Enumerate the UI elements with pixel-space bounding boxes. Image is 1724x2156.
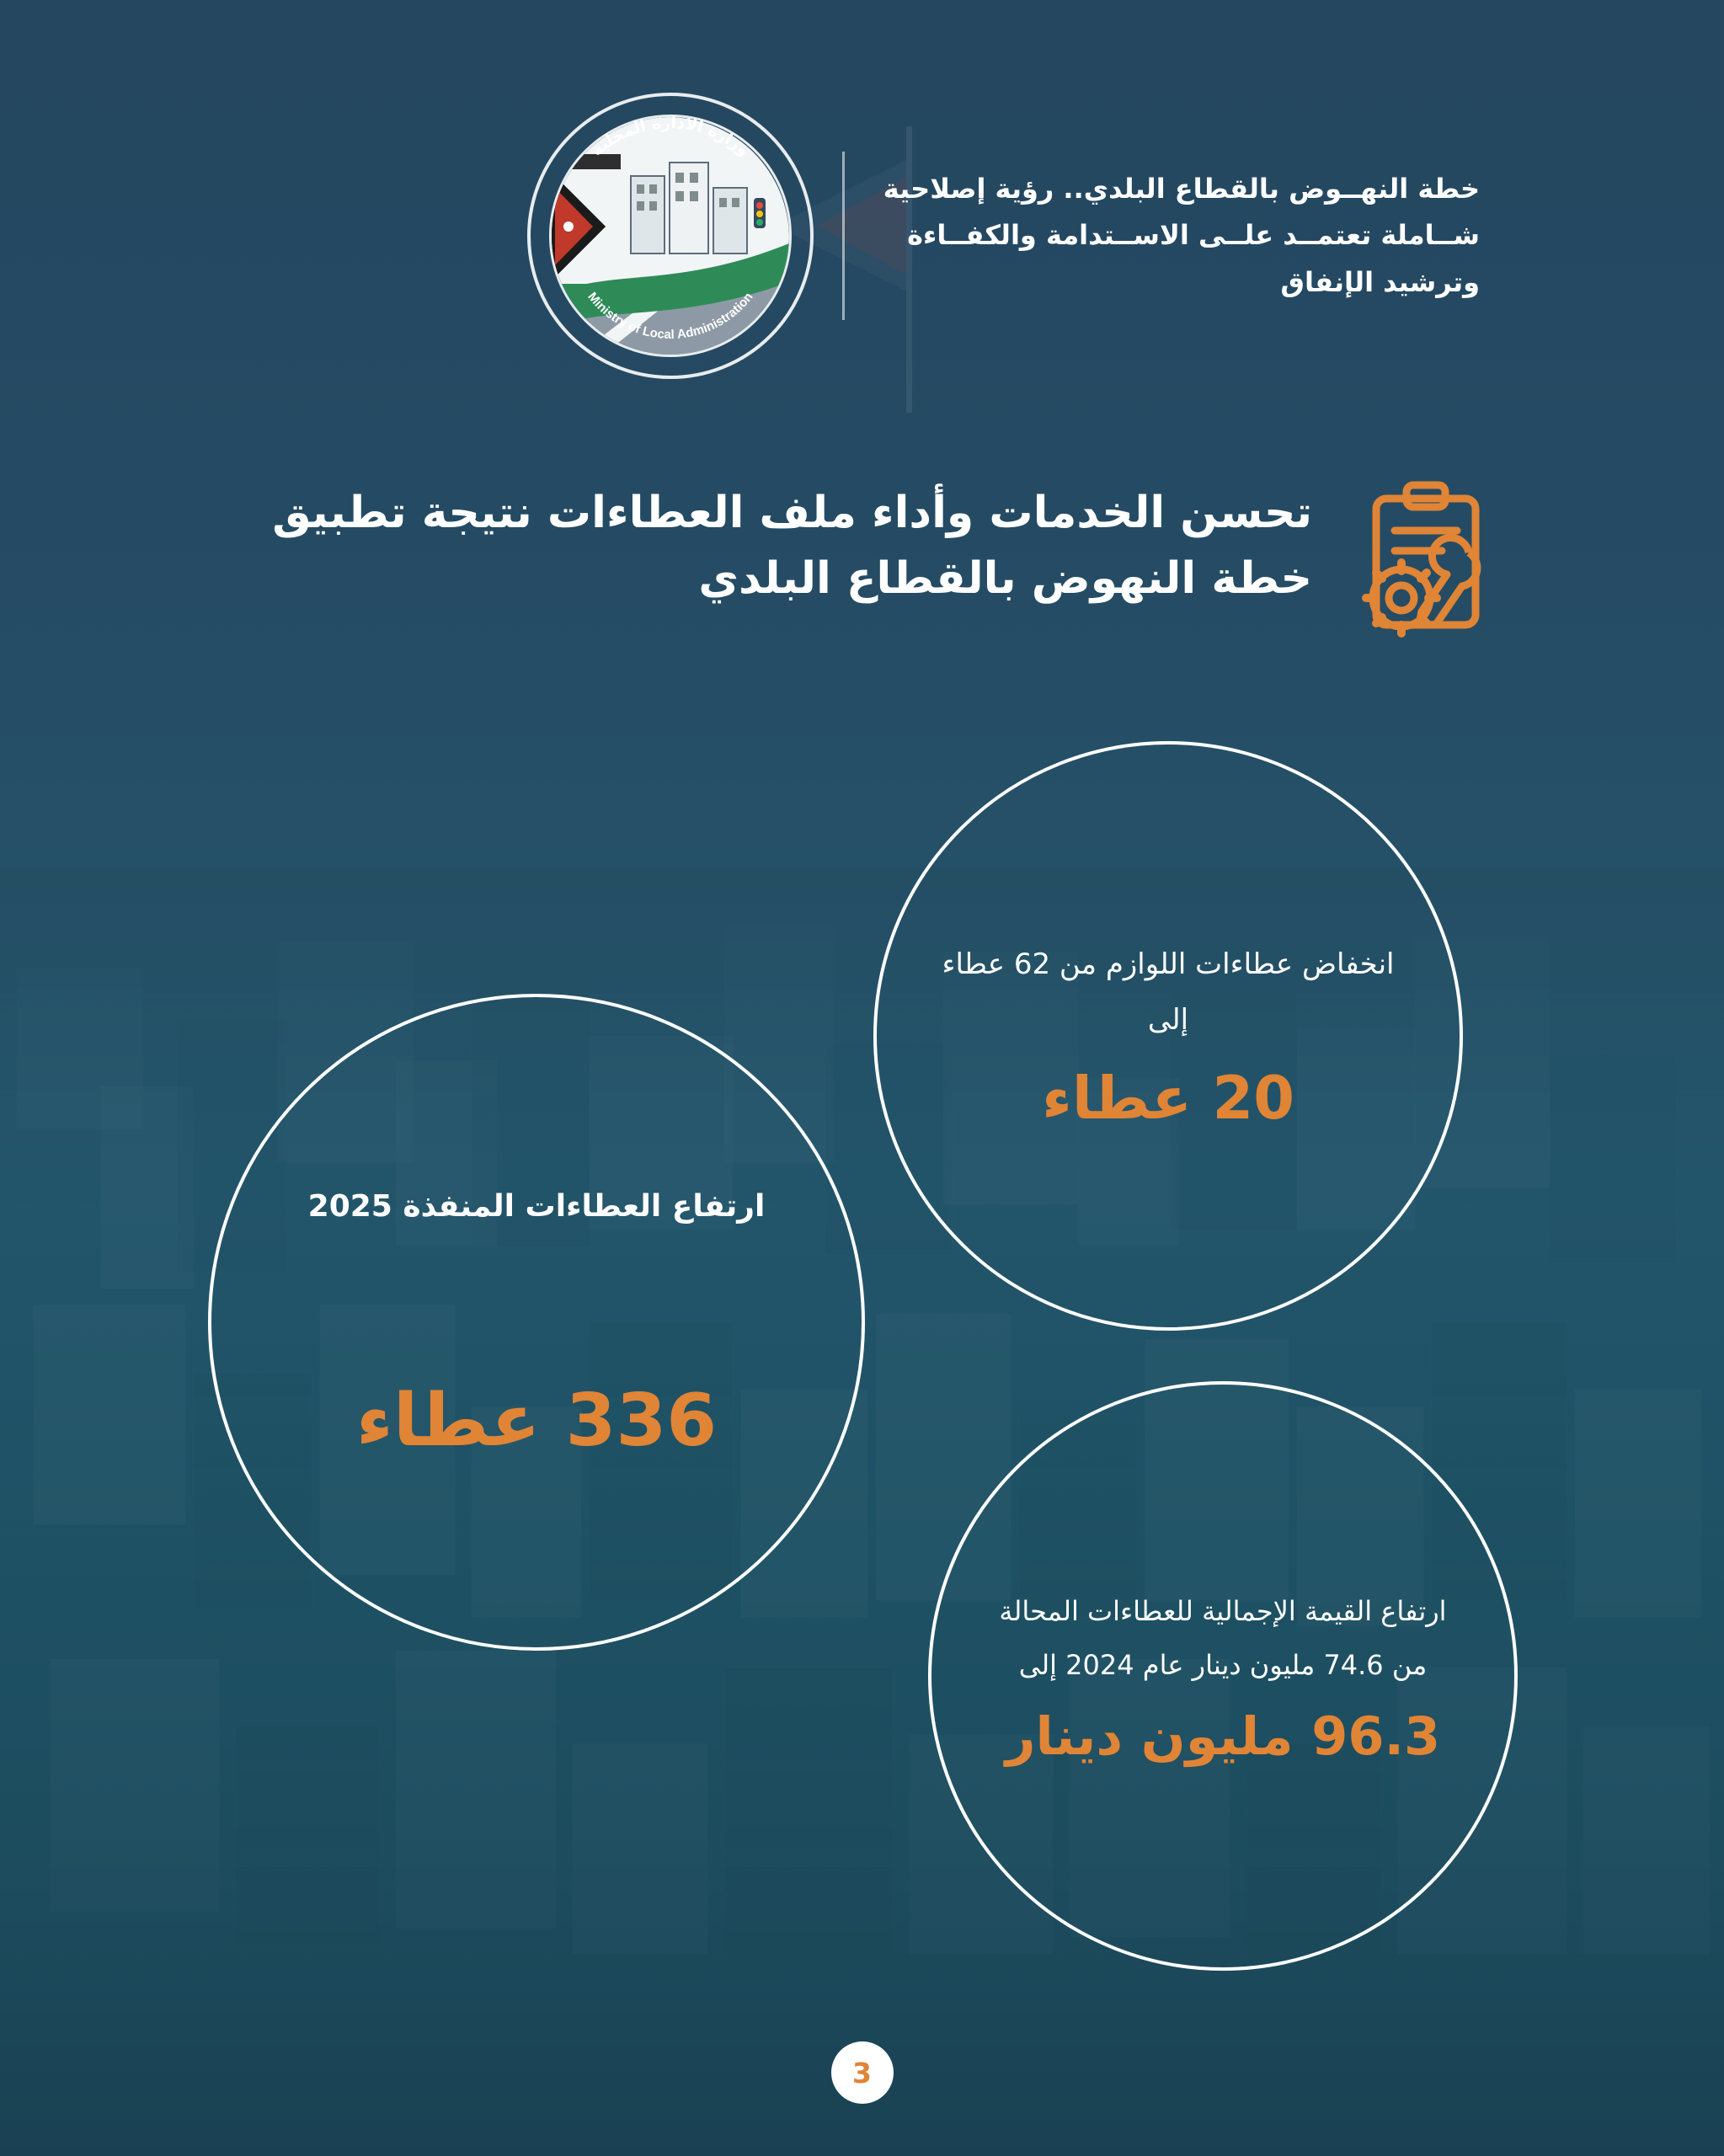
stat-bubble-supplies-tenders-decline	[873, 741, 1463, 1331]
svg-text:وزارة الادارة المحلية: وزارة الادارة المحلية	[588, 113, 753, 160]
stat-bubble-executed-tenders-2025	[208, 994, 865, 1651]
header-headline: خطة النهــوض بالقطاع البلدي.. رؤية إصلاحية شــاملة تعتمــد علــى الاســتدامة والكفــاءة وترشيد الإنفاق	[883, 173, 1480, 298]
stat-value: 96.3 مليون دينار	[1005, 1705, 1441, 1767]
ministry-seal-logo	[527, 93, 814, 379]
document-header	[527, 93, 1480, 379]
seal-circular-text	[527, 93, 814, 379]
svg-text:Ministry of Local Administrati: Ministry of Local Administration	[584, 289, 756, 343]
stat-bubble-awarded-tenders-total-value	[928, 1381, 1518, 1971]
stat-lead-text: ارتفاع القيمة الإجمالية للعطاءات المحالة من 74.6 مليون دينار عام 2024 إلى	[999, 1594, 1447, 1681]
stat-lead-text: ارتفاع العطاءات المنفذة 2025	[307, 1189, 766, 1225]
header-divider	[842, 152, 845, 320]
page-title: تحسن الخدمات وأداء ملف العطاءات نتيجة تطبيق خطة النهوض بالقطاع البلدي	[272, 488, 1312, 604]
stat-value: 336 عطاء	[355, 1379, 718, 1464]
section-title-row	[215, 480, 1509, 657]
stat-value: 20 عطاء	[1042, 1063, 1294, 1133]
page-number-badge: 3	[831, 2041, 894, 2104]
stat-lead-text: انخفاض عطاءات اللوازم من 62 عطاء إلى	[942, 947, 1395, 1038]
clipboard-gear-wrench-icon	[1341, 480, 1509, 657]
